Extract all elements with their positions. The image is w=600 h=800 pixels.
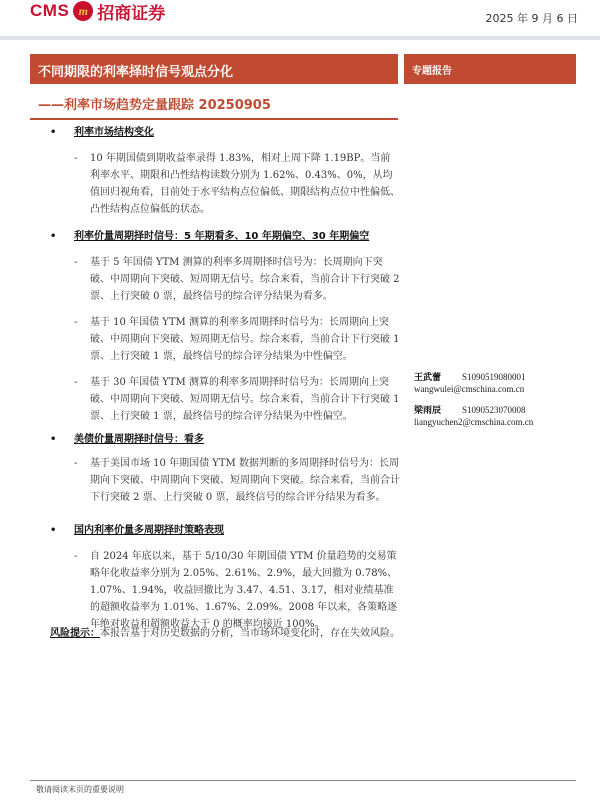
risk-label: 风险提示： [50, 628, 100, 639]
list-item: - 基于 30 年国债 YTM 测算的利率多周期择时信号为：长周期向上突破、中周期向下突破、短周期无信号。综合来看，当前合计下行突破 1 票、上行突破 1 票，最终信号的综合评分结果为中性偏空。 [50, 374, 400, 425]
side-tag-bar [404, 54, 576, 84]
section-strategy [50, 524, 400, 633]
analyst-list [414, 370, 589, 432]
footer-disclaimer: 敬请阅读末页的重要说明 [36, 785, 124, 794]
dash-icon: - [74, 257, 78, 268]
bullet-icon: • [50, 525, 57, 536]
footer-divider [30, 780, 576, 781]
report-subtitle: ——利率市场趋势定量跟踪 20250905 [38, 98, 271, 113]
report-type-tag: 专题报告 [412, 66, 452, 77]
section-heading: • 利率价量周期择时信号：5 年期看多、10 年期偏空、30 年期偏空 [50, 231, 370, 242]
section-heading: • 国内利率价量多周期择时策略表现 [50, 525, 224, 536]
dash-icon: - [74, 153, 78, 164]
risk-warning [50, 625, 400, 642]
dash-icon: - [74, 458, 78, 469]
logo-company-name: 招商证券 [97, 3, 166, 24]
bullet-icon: • [50, 231, 57, 242]
dash-icon: - [74, 377, 78, 388]
logo-emblem-icon: m [73, 1, 93, 21]
report-title: 不同期限的利率择时信号观点分化 [38, 65, 234, 80]
analyst-license: S1090523070008 [462, 405, 526, 415]
report-date: 2025 年 9 月 6 日 [485, 12, 578, 25]
analyst-entry [414, 370, 589, 395]
analyst-name: 王武蕾 [414, 373, 442, 383]
analyst-email[interactable]: wangwulei@cmschina.com.cn [414, 384, 525, 394]
section-us-timing [50, 433, 400, 506]
analyst-entry [414, 403, 589, 428]
analyst-license: S1090519080001 [462, 372, 526, 382]
section-structure [50, 126, 400, 218]
list-item: - 自 2024 年底以来，基于 5/10/30 年期国债 YTM 价量趋势的交易策略年化收益率分别为 2.05%、2.61%、2.9%，最大回撤为 0.78%、1.07%、1.94%，收益回撤比为 3.47、4.51、3.17，相对业绩基准的超额收益率为 1.01%、1.67%、2.09%。2008 年以来，各策略逐年绝对收益和超额收益大于 0 的概率均接近 100%。 [50, 548, 400, 633]
page-header [0, 0, 600, 36]
dash-icon: - [74, 551, 78, 562]
analyst-name: 梁雨辰 [414, 406, 442, 416]
bullet-icon: • [50, 127, 57, 138]
header-divider [0, 36, 600, 40]
analyst-email[interactable]: liangyuchen2@cmschina.com.cn [414, 417, 534, 427]
title-bar [30, 54, 398, 84]
risk-text: 本报告基于对历史数据的分析，当市场环境变化时，存在失效风险。 [100, 628, 400, 639]
list-item: - 10 年期国债到期收益率录得 1.83%，相对上周下降 1.19BP。当前利率水平、期限和凸性结构读数分别为 1.62%、0.43%、0%，从均值回归视角看，目前处于水平结构点位偏低、期限结构点位中性偏低、凸性结构点位偏低的状态。 [50, 150, 400, 218]
list-item: - 基于 10 年国债 YTM 测算的利率多周期择时信号为：长周期向上突破、中周期向下突破、短周期无信号。综合来看，当前合计下行突破 1 票、上行突破 1 票，最终信号的综合评分结果为中性偏空。 [50, 314, 400, 365]
list-item: - 基于美国市场 10 年期国债 YTM 数据判断的多周期择时信号为：长周期向下突破、中周期向下突破、短周期向下突破。综合来看，当前合计下行突破 2 票、上行突破 0 票，最终信号的综合评分结果为看多。 [50, 455, 400, 506]
list-item: - 基于 5 年国债 YTM 测算的利率多周期择时信号为：长周期向下突破、中周期向下突破、短周期无信号。综合来看，当前合计下行突破 2 票、上行突破 0 票，最终信号的综合评分结果为看多。 [50, 254, 400, 305]
cms-logo [30, 0, 165, 22]
section-heading: • 美债价量周期择时信号：看多 [50, 434, 204, 445]
bullet-icon: • [50, 434, 57, 445]
dash-icon: - [74, 317, 78, 328]
subtitle-divider [30, 118, 398, 120]
logo-cms-text: CMS [30, 1, 70, 20]
section-heading: • 利率市场结构变化 [50, 127, 154, 138]
section-cn-timing [50, 230, 400, 425]
main-content [50, 126, 400, 633]
